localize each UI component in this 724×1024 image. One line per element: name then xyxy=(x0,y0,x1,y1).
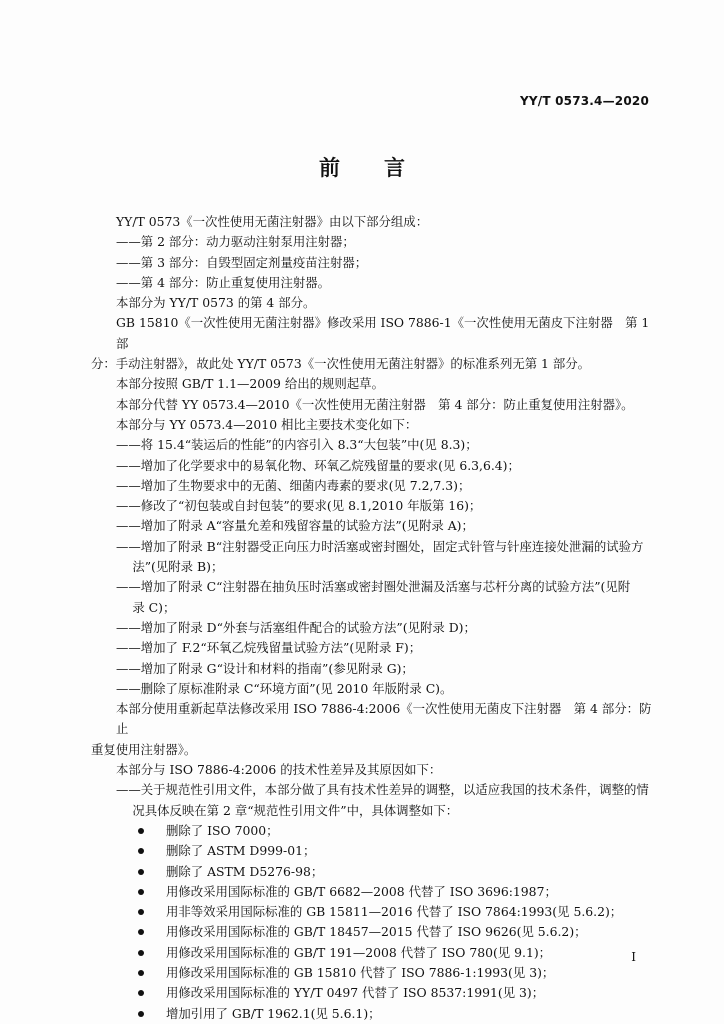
paragraph-line: ——第 4 部分：防止重复使用注射器。 xyxy=(116,274,331,290)
bullet-dot-icon xyxy=(138,970,144,976)
paragraph-line: ——关于规范性引用文件，本部分做了具有技术性差异的调整，以适应我国的技术条件，调整的情 xyxy=(116,782,649,798)
paragraph-line: 况具体反映在第 2 章“规范性引用文件”中，具体调整如下： xyxy=(116,802,459,818)
list-item xyxy=(136,963,658,983)
paragraph-line: ——将 15.4“装运后的性能”的内容引入 8.3“大包装”中(见 8.3)； xyxy=(116,437,478,453)
paragraph-line: ——增加了化学要求中的易氧化物、环氧乙烷残留量的要求(见 6.3,6.4)； xyxy=(116,457,520,473)
bullet-dot-icon xyxy=(138,909,144,915)
list-item xyxy=(136,862,658,882)
bullet-dot-icon xyxy=(138,828,144,834)
paragraph-line: ——增加了 F.2“环氧乙烷残留量试验方法”(见附录 F)； xyxy=(116,640,422,656)
paragraph-line: ——第 3 部分：自毁型固定剂量疫苗注射器； xyxy=(116,254,368,270)
paragraph-line: YY/T 0573《一次性使用无菌注射器》由以下部分组成： xyxy=(116,214,429,229)
list-item-text: 用非等效采用国际标准的 GB 15811—2016 代替了 ISO 7864:1993(见 5.6.2)； xyxy=(166,904,623,920)
paragraph-line: ——第 2 部分：动力驱动注射泵用注射器； xyxy=(116,234,355,250)
list-item xyxy=(136,882,658,902)
paragraph-line: 本部分与 ISO 7886-4:2006 的技术性差异及其原因如下： xyxy=(116,762,442,778)
paragraph-line: ——增加了附录 B“注射器受正向压力时活塞或密封圈处，固定式针管与针座连接处泄漏的试验方 xyxy=(116,538,644,554)
paragraph-line: 本部分使用重新起草法修改采用 ISO 7886-4:2006《一次性使用无菌皮下注射器 第 4 部分：防止 xyxy=(116,701,652,737)
list-item-text: 用修改采用国际标准的 GB 15810 代替了 ISO 7886-1:1993(见 3)； xyxy=(166,964,555,980)
list-item xyxy=(136,841,658,861)
bullet-dot-icon xyxy=(138,889,144,895)
list-item xyxy=(136,922,658,942)
paragraph-line: 分：手动注射器》，故此处 YY/T 0573《一次性使用无菌注射器》的标准系列无第 1 部分。 xyxy=(91,356,591,372)
list-item xyxy=(136,983,658,1003)
bullet-dot-icon xyxy=(138,950,144,956)
paragraph-line: 法”(见附录 B)； xyxy=(116,559,224,575)
list-item xyxy=(136,943,658,963)
standard-number-header: YY/T 0573.4—2020 xyxy=(519,94,649,108)
paragraph-line: ——删除了原标准附录 C“环境方面”(见 2010 年版附录 C)。 xyxy=(116,680,453,696)
paragraph-line: 本部分为 YY/T 0573 的第 4 部分。 xyxy=(116,295,316,311)
bullet-dot-icon xyxy=(138,990,144,996)
bullet-dot-icon xyxy=(138,1011,144,1017)
paragraph-line: GB 15810《一次性使用无菌注射器》修改采用 ISO 7886-1《一次性使用无菌皮下注射器 第 1 部 xyxy=(116,315,650,351)
list-item-text: 用修改采用国际标准的 GB/T 6682—2008 代替了 ISO 3696:1987； xyxy=(166,883,557,899)
bullet-dot-icon xyxy=(138,869,144,875)
list-item xyxy=(136,1004,658,1024)
paragraph-line: 本部分按照 GB/T 1.1—2009 给出的规则起草。 xyxy=(116,376,384,392)
paragraph-line: 录 C)； xyxy=(116,599,176,615)
page-title: 前言 xyxy=(319,156,449,180)
bullet-dot-icon xyxy=(138,929,144,935)
bullet-list xyxy=(116,821,658,1024)
page-number: I xyxy=(631,950,636,964)
list-item-text: 增加引用了 GB/T 1962.1(见 5.6.1)； xyxy=(166,1005,381,1021)
paragraph-line: ——增加了附录 A“容量允差和残留容量的试验方法”(见附录 A)； xyxy=(116,518,474,534)
list-item-text: 用修改采用国际标准的 GB/T 18457—2015 代替了 ISO 9626(见 5.6.2)； xyxy=(166,924,587,940)
paragraph-line: 重复使用注射器》。 xyxy=(91,741,197,757)
paragraph-line: 本部分代替 YY 0573.4—2010《一次性使用无菌注射器 第 4 部分：防止重复使用注射器》。 xyxy=(116,396,634,412)
bullet-dot-icon xyxy=(138,848,144,854)
paragraph-list xyxy=(91,212,658,821)
paragraph-line: ——修改了“初包装或自封包装”的要求(见 8.1,2010 年版第 16)； xyxy=(116,498,482,514)
list-item-text: 删除了 ISO 7000； xyxy=(166,822,279,838)
list-item-text: 删除了 ASTM D5276-98； xyxy=(166,863,324,879)
list-item-text: 用修改采用国际标准的 YY/T 0497 代替了 ISO 8537:1991(见 3)； xyxy=(166,985,545,1001)
list-item-text: 删除了 ASTM D999-01； xyxy=(166,843,316,859)
paragraph-line: ——增加了附录 C“注射器在抽负压时活塞或密封圈处泄漏及活塞与芯杆分离的试验方法”(见附 xyxy=(116,579,631,595)
paragraph-line: 本部分与 YY 0573.4—2010 相比主要技术变化如下： xyxy=(116,416,418,432)
paragraph-line: ——增加了生物要求中的无菌、细菌内毒素的要求(见 7.2,7.3)； xyxy=(116,477,471,493)
paragraph-line: ——增加了附录 D“外套与活塞组件配合的试验方法”(见附录 D)； xyxy=(116,619,476,635)
foreword-body xyxy=(91,212,658,1024)
list-item xyxy=(136,821,658,841)
paragraph-line: ——增加了附录 G“设计和材料的指南”(参见附录 G)； xyxy=(116,660,414,676)
list-item xyxy=(136,902,658,922)
list-item-text: 用修改采用国际标准的 GB/T 191—2008 代替了 ISO 780(见 9.1)； xyxy=(166,944,552,960)
